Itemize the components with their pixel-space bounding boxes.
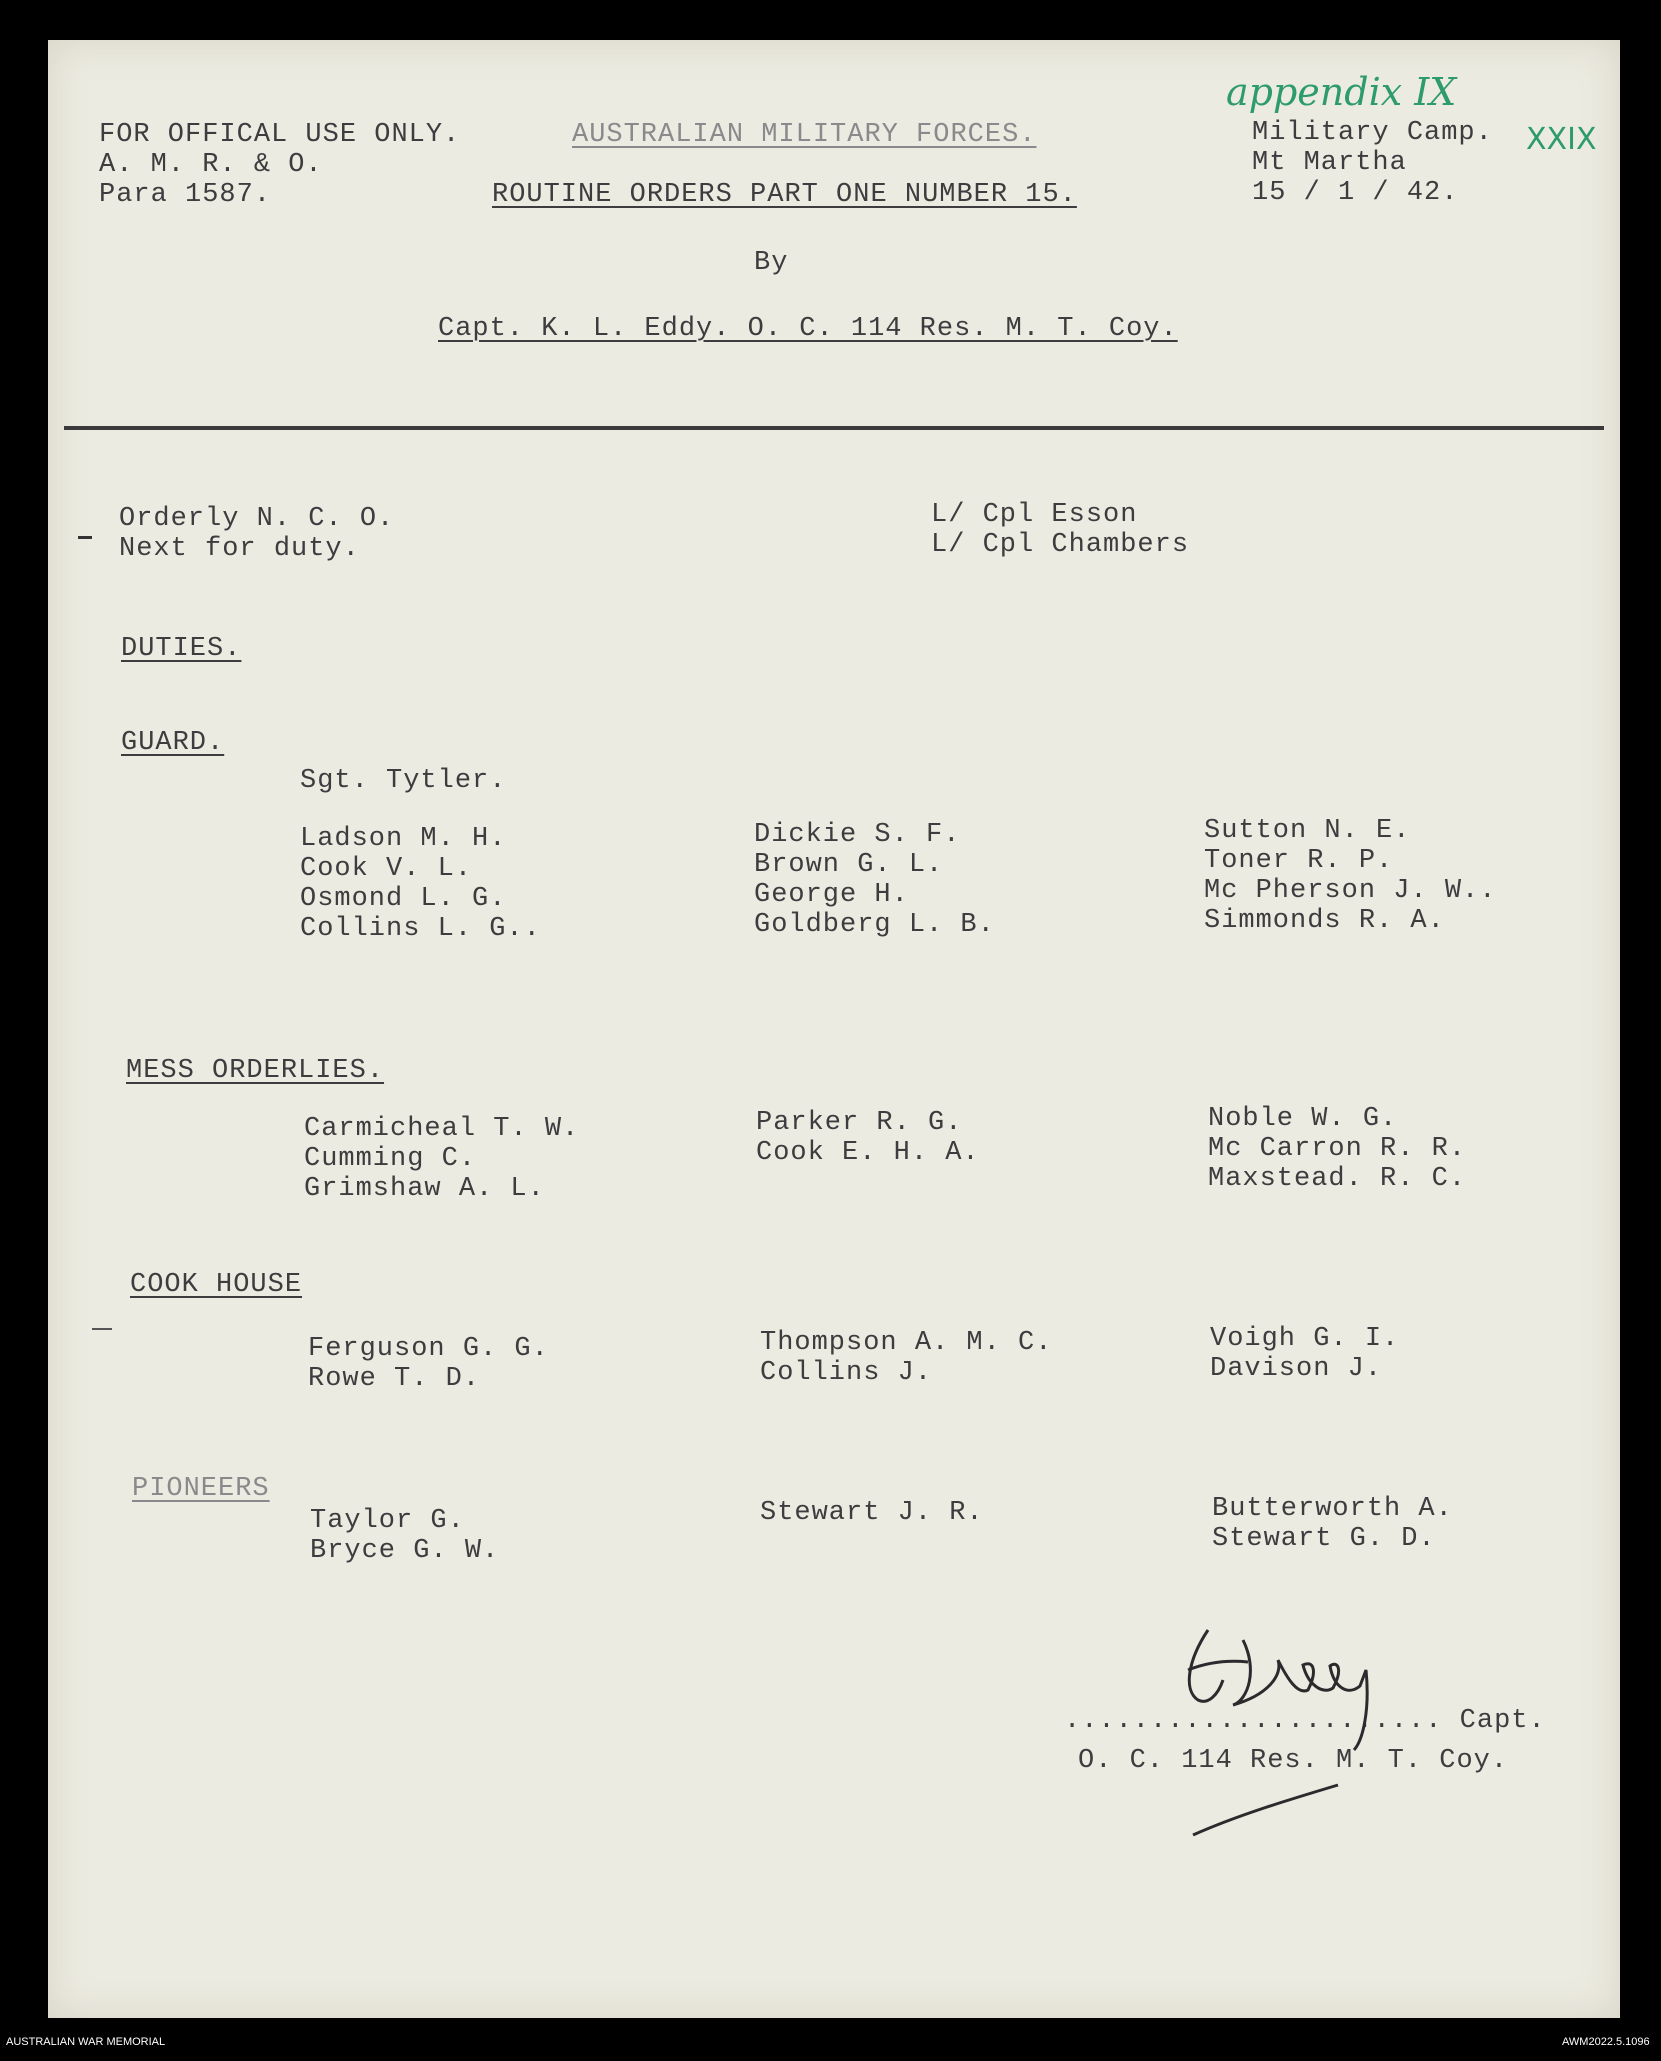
appendix-numeral: XXIX <box>1526 122 1597 157</box>
mess-name: Parker R. G. <box>756 1108 963 1138</box>
mess-name: Maxstead. R. C. <box>1208 1164 1467 1194</box>
pioneer-name: Taylor G. <box>310 1506 465 1536</box>
next-duty-name: L/ Cpl Chambers <box>931 530 1190 560</box>
pioneer-name: Stewart J. R. <box>760 1498 984 1528</box>
cookhouse-name: Voigh G. I. <box>1210 1324 1400 1354</box>
header-classification: FOR OFFICAL USE ONLY. <box>99 120 461 150</box>
cookhouse-name: Thompson A. M. C. <box>760 1328 1053 1358</box>
guard-name: Simmonds R. A. <box>1204 906 1445 936</box>
footer-accession: AWM2022.5.1096 <box>1562 2036 1650 2048</box>
guard-name: Brown G. L. <box>754 850 944 880</box>
header-forces-title: AUSTRALIAN MILITARY FORCES. <box>572 120 1037 150</box>
mess-heading: MESS ORDERLIES. <box>126 1056 385 1086</box>
orderly-name: L/ Cpl Esson <box>931 500 1138 530</box>
header-location: Mt Martha <box>1252 148 1407 178</box>
mess-name: Carmicheal T. W. <box>304 1114 580 1144</box>
guard-name: Dickie S. F. <box>754 820 961 850</box>
guard-name: Ladson M. H. <box>300 824 507 854</box>
orderly-label: Orderly N. C. O. <box>119 504 395 534</box>
signature-flourish <box>1188 1780 1348 1840</box>
margin-tick <box>78 536 92 539</box>
guard-heading: GUARD. <box>121 728 225 758</box>
header-date: 15 / 1 / 42. <box>1252 178 1459 208</box>
cookhouse-name: Davison J. <box>1210 1354 1383 1384</box>
guard-name: Mc Pherson J. W.. <box>1204 876 1497 906</box>
guard-name: Collins L. G.. <box>300 914 541 944</box>
footer-source: AUSTRALIAN WAR MEMORIAL <box>6 2036 166 2048</box>
guard-name: George H. <box>754 880 909 910</box>
header-issuer: Capt. K. L. Eddy. O. C. 114 Res. M. T. Coy. <box>438 314 1178 344</box>
header-reference: A. M. R. & O. <box>99 150 323 180</box>
signature-title: O. C. 114 Res. M. T. Coy. <box>1078 1746 1509 1776</box>
pioneer-name: Stewart G. D. <box>1212 1524 1436 1554</box>
mess-name: Grimshaw A. L. <box>304 1174 545 1204</box>
handwritten-signature <box>1148 1600 1448 1720</box>
header-para: Para 1587. <box>99 180 272 210</box>
cookhouse-heading: COOK HOUSE <box>130 1270 303 1300</box>
pioneer-name: Butterworth A. <box>1212 1494 1453 1524</box>
guard-name: Cook V. L. <box>300 854 473 884</box>
header-camp: Military Camp. <box>1252 118 1493 148</box>
pioneer-name: Bryce G. W. <box>310 1536 500 1566</box>
mess-name: Cook E. H. A. <box>756 1138 980 1168</box>
guard-name: Toner R. P. <box>1204 846 1394 876</box>
next-duty-label: Next for duty. <box>119 534 360 564</box>
document-page <box>48 40 1620 2018</box>
mess-name: Cumming C. <box>304 1144 477 1174</box>
mess-name: Mc Carron R. R. <box>1208 1134 1467 1164</box>
mess-name: Noble W. G. <box>1208 1104 1398 1134</box>
cookhouse-name: Rowe T. D. <box>308 1364 481 1394</box>
guard-name: Osmond L. G. <box>300 884 507 914</box>
pioneers-heading: PIONEERS <box>132 1474 270 1504</box>
header-by: By <box>754 248 789 278</box>
duties-heading: DUTIES. <box>121 634 242 664</box>
guard-name: Sutton N. E. <box>1204 816 1411 846</box>
cookhouse-name: Collins J. <box>760 1358 933 1388</box>
cookhouse-name: Ferguson G. G. <box>308 1334 549 1364</box>
header-divider <box>64 426 1604 430</box>
guard-leader: Sgt. Tytler. <box>300 766 507 796</box>
header-orders-title: ROUTINE ORDERS PART ONE NUMBER 15. <box>492 180 1077 210</box>
signature-line: ...................... Capt. <box>1064 1706 1546 1736</box>
margin-tick <box>92 1328 112 1330</box>
guard-name: Goldberg L. B. <box>754 910 995 940</box>
appendix-annotation: appendix IX <box>1226 70 1457 114</box>
